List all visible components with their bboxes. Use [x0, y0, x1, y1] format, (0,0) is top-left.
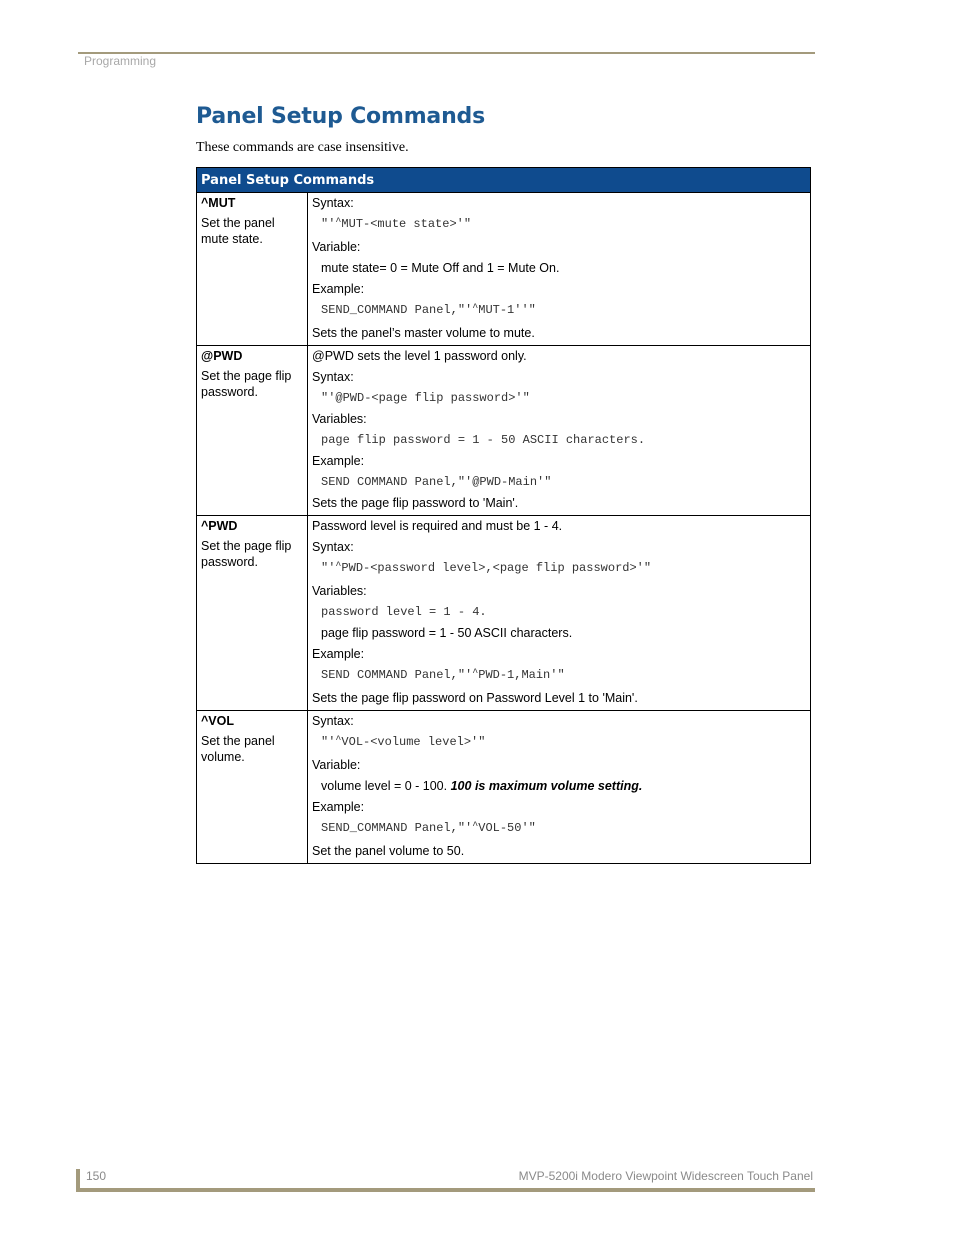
emphasis-text: 100 is maximum volume setting.: [450, 779, 643, 793]
syntax-code: "'^VOL-<volume level>'": [321, 735, 486, 749]
variable-line: page flip password = 1 - 50 ASCII characters.: [321, 626, 573, 640]
page-title: Panel Setup Commands: [196, 104, 485, 129]
variable-line: volume level = 0 - 100. 100 is maximum volume setting.: [321, 779, 643, 793]
details-cell: [308, 346, 811, 516]
variable-code: password level = 1 - 4.: [321, 605, 487, 619]
detail-line: Syntax:: [312, 714, 354, 728]
variable-line: mute state= 0 = Mute Off and 1 = Mute On.: [321, 261, 560, 275]
detail-line: Variables:: [312, 584, 367, 598]
command-name: @PWD: [201, 349, 243, 363]
command-cell: [197, 193, 308, 346]
details-cell: [308, 516, 811, 711]
command-name: ^PWD: [201, 519, 238, 533]
command-cell: [197, 346, 308, 516]
detail-line: Password level is required and must be 1 - 4.: [312, 519, 563, 533]
table-row: [197, 516, 811, 711]
command-cell: [197, 516, 308, 711]
detail-line: Example:: [312, 282, 365, 296]
example-code: SEND COMMAND Panel,"'^PWD-1,Main'": [321, 668, 565, 682]
table-row: [197, 711, 811, 864]
example-code: SEND_COMMAND Panel,"'^VOL-50'": [321, 821, 536, 835]
command-description: Set the page flip password.: [201, 369, 292, 399]
details-cell: [308, 711, 811, 864]
detail-line: Set the panel volume to 50.: [312, 844, 465, 858]
syntax-code: "'^PWD-<password level>,<page flip password>'": [321, 561, 652, 575]
command-name: ^MUT: [201, 196, 236, 210]
command-cell: [197, 711, 308, 864]
detail-line: Syntax:: [312, 196, 354, 210]
table-header-row: [197, 168, 811, 193]
detail-line: Example:: [312, 800, 365, 814]
table-header: Panel Setup Commands: [197, 168, 811, 193]
detail-line: Example:: [312, 647, 365, 661]
detail-line: Syntax:: [312, 370, 354, 384]
header-rule: [78, 52, 815, 54]
table-row: [197, 346, 811, 516]
detail-line: Sets the page flip password on Password Level 1 to 'Main'.: [312, 691, 638, 705]
command-description: Set the panel volume.: [201, 734, 275, 764]
panel-setup-commands-table: [196, 167, 811, 864]
detail-line: Sets the page flip password to 'Main'.: [312, 496, 519, 510]
section-label: Programming: [84, 54, 157, 68]
detail-line: Example:: [312, 454, 365, 468]
intro-text: These commands are case insensitive.: [196, 140, 409, 155]
detail-line: Sets the panel’s master volume to mute.: [312, 326, 535, 340]
footer-doc-title: MVP-5200i Modero Viewpoint Widescreen Touch Panel: [518, 1169, 813, 1183]
table-row: [197, 193, 811, 346]
command-description: Set the panel mute state.: [201, 216, 275, 246]
detail-line: Variable:: [312, 758, 361, 772]
command-name: ^VOL: [201, 714, 234, 728]
command-description: Set the page flip password.: [201, 539, 292, 569]
syntax-code: "'@PWD-<page flip password>'": [321, 391, 530, 405]
detail-line: Syntax:: [312, 540, 354, 554]
page-number: 150: [86, 1169, 107, 1183]
footer-rule: [76, 1188, 815, 1192]
detail-line: @PWD sets the level 1 password only.: [312, 349, 527, 363]
detail-line: Variable:: [312, 240, 361, 254]
details-cell: [308, 193, 811, 346]
example-code: SEND COMMAND Panel,"'@PWD-Main'": [321, 475, 552, 489]
example-code: SEND_COMMAND Panel,"'^MUT-1''": [321, 303, 536, 317]
syntax-code: "'^MUT-<mute state>'": [321, 217, 472, 231]
detail-line: Variables:: [312, 412, 367, 426]
variable-code: page flip password = 1 - 50 ASCII characters.: [321, 433, 646, 447]
